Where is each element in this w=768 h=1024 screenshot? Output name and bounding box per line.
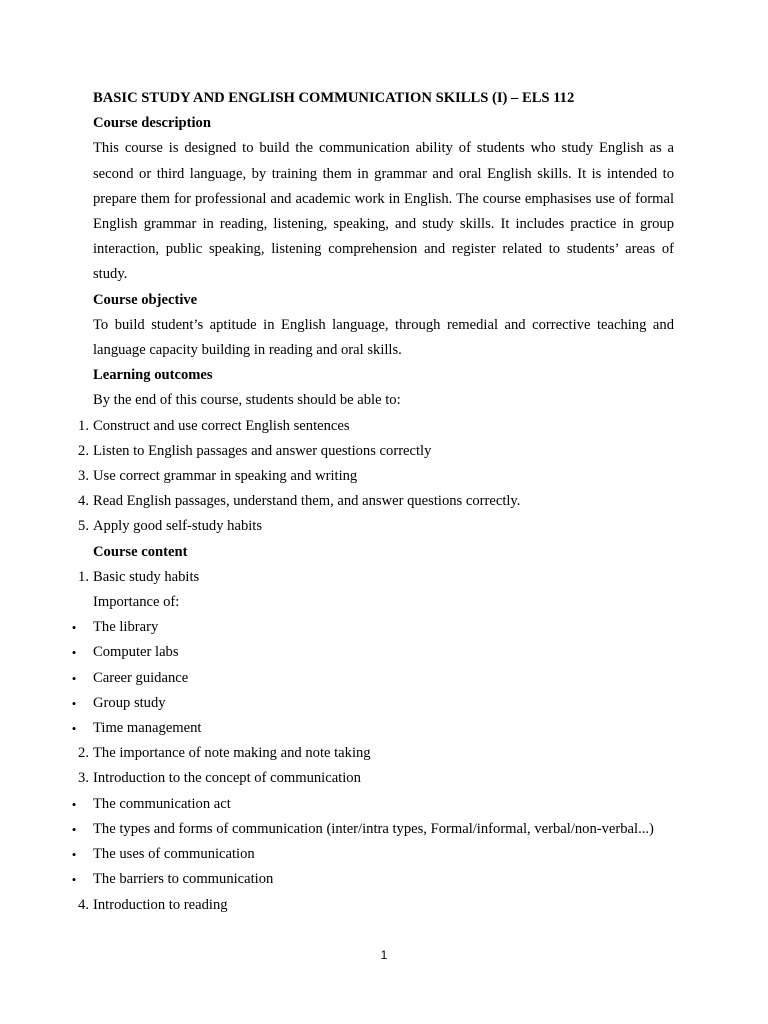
- list-number: 3.: [78, 770, 89, 787]
- list-item: [71, 716, 674, 741]
- list-item: [71, 615, 674, 640]
- list-number: 1.: [78, 417, 89, 434]
- bullet-icon: •: [71, 695, 77, 711]
- course-description-heading: Course description: [93, 115, 211, 132]
- list-item-text: Computer labs: [93, 644, 179, 661]
- list-number: 4.: [78, 896, 89, 913]
- list-item: [78, 414, 674, 439]
- learning-outcomes-list: [78, 414, 674, 540]
- list-item-text: Construct and use correct English sentences: [93, 417, 350, 434]
- list-item: [78, 439, 674, 464]
- course-objective-heading: Course objective: [93, 291, 198, 308]
- list-item-text: The barriers to communication: [93, 871, 274, 888]
- list-item: [71, 842, 674, 867]
- list-item-text: Listen to English passages and answer questions correctly: [93, 442, 432, 459]
- list-number: 2.: [78, 442, 89, 459]
- list-item-text: Introduction to the concept of communication: [93, 770, 361, 787]
- bullet-icon: •: [71, 847, 77, 863]
- list-item-text: The uses of communication: [93, 846, 255, 863]
- list-item: [78, 489, 674, 514]
- course-description-text: This course is designed to build the communication ability of students who study English as a second or third language, by training them in grammar and oral English skills. It is intended to prepare them for professional and academic work in English. The course emphasises use of formal English grammar in reading, listening, speaking, and study skills. It includes practice in group interaction, public speaking, listening comprehension and register related to students’ areas of study.: [93, 140, 674, 283]
- learning-outcomes-heading: Learning outcomes: [93, 367, 213, 384]
- bullet-icon: •: [71, 821, 77, 837]
- list-item-text: Career guidance: [93, 669, 189, 686]
- list-item: [71, 666, 674, 691]
- bullet-icon: •: [71, 620, 77, 636]
- list-item: [78, 741, 674, 766]
- list-item-text: Read English passages, understand them, and answer questions correctly.: [93, 493, 521, 510]
- list-item-text: The importance of note making and note taking: [93, 745, 371, 762]
- course-objective-text: To build student’s aptitude in English language, through remedial and corrective teaching and language capacity building in reading and oral skills.: [93, 316, 674, 359]
- list-number: 2.: [78, 745, 89, 762]
- bullet-icon: •: [71, 645, 77, 661]
- list-number: 1.: [78, 568, 89, 585]
- list-item: [71, 867, 674, 892]
- list-number: 3.: [78, 468, 89, 485]
- list-item-text: Introduction to reading: [93, 896, 228, 913]
- course-content-list: [71, 565, 674, 918]
- course-title: BASIC STUDY AND ENGLISH COMMUNICATION SKILLS (I) – ELS 112: [93, 90, 575, 106]
- list-item: [78, 514, 674, 539]
- list-item-text: The types and forms of communication (inter/intra types, Formal/informal, verbal/non-verbal...): [93, 820, 654, 837]
- list-number: 4.: [78, 493, 89, 510]
- list-item-text: Apply good self-study habits: [93, 518, 263, 535]
- bullet-icon: •: [71, 796, 77, 812]
- list-item: [71, 817, 674, 842]
- list-item-text: Time management: [93, 720, 202, 737]
- list-item: [71, 640, 674, 665]
- list-item-text: The library: [93, 619, 159, 636]
- list-item: [71, 792, 674, 817]
- list-number: 5.: [78, 518, 89, 535]
- list-item-text: Group study: [93, 694, 166, 711]
- importance-label: Importance of:: [93, 594, 180, 611]
- list-item: [71, 691, 674, 716]
- bullet-icon: •: [71, 721, 77, 737]
- bullet-icon: •: [71, 872, 77, 888]
- list-item-text: The communication act: [93, 795, 231, 812]
- list-item: [78, 893, 674, 918]
- list-item-text: Basic study habits: [93, 568, 200, 585]
- list-item: [78, 464, 674, 489]
- list-item-text: Use correct grammar in speaking and writing: [93, 468, 358, 485]
- bullet-icon: •: [71, 670, 77, 686]
- course-content-heading: Course content: [93, 543, 188, 560]
- page-number: 1: [380, 948, 388, 962]
- learning-outcomes-intro: By the end of this course, students should be able to:: [93, 392, 401, 409]
- list-item: [78, 766, 674, 791]
- list-item: [78, 565, 674, 590]
- page-content: [71, 86, 674, 918]
